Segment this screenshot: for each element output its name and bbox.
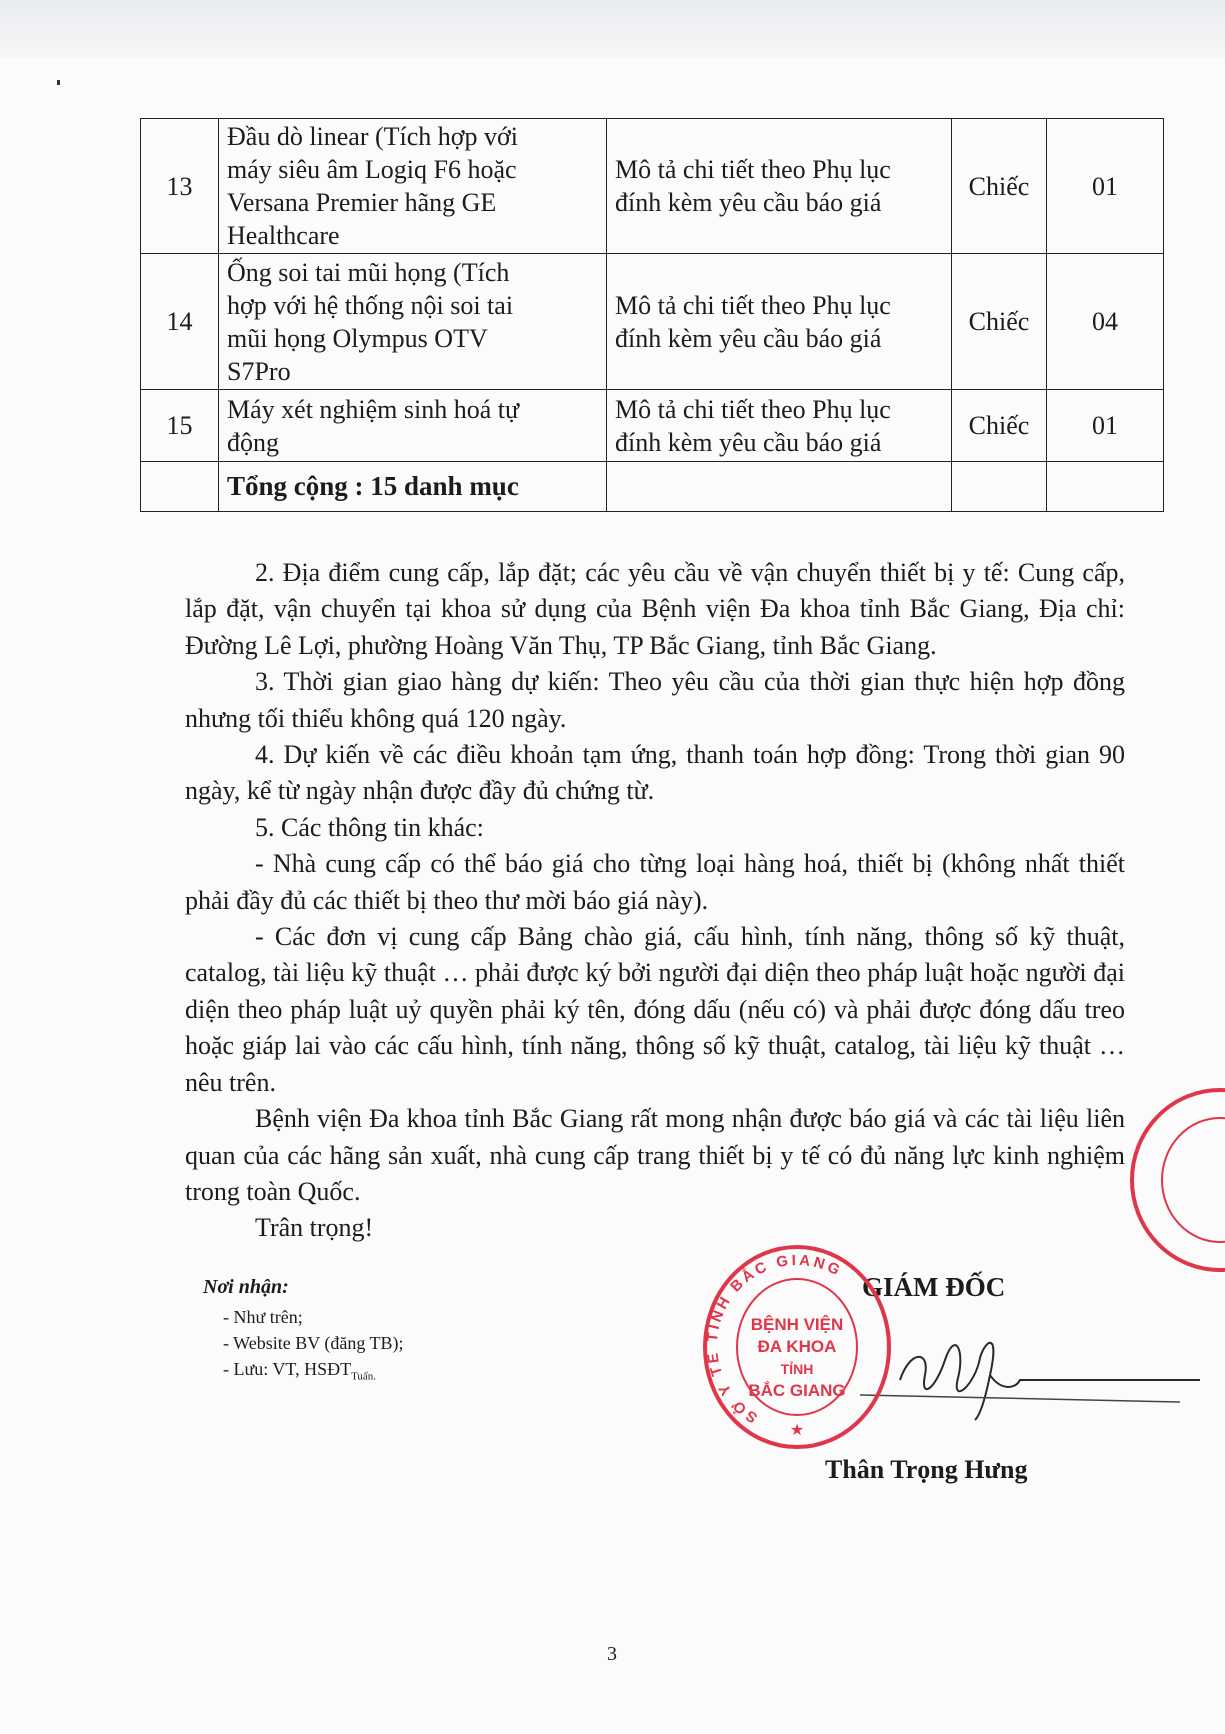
seal-line: TỈNH [780, 1361, 814, 1377]
para-other-info: 5. Các thông tin khác: [255, 812, 484, 842]
item-unit: Chiếc [952, 390, 1047, 462]
seal-line: BẮC GIANG [748, 1381, 846, 1400]
row-number: 14 [141, 254, 219, 390]
recipients-block [203, 1274, 623, 1390]
page-number: 3 [607, 1643, 617, 1665]
total-row [141, 462, 1164, 512]
recipient-item: - Như trên; [223, 1307, 303, 1327]
body-text [185, 555, 1125, 1247]
official-seal-stamp [700, 1240, 895, 1455]
para-invitation: Bệnh viện Đa khoa tỉnh Bắc Giang rất mong nhận được báo giá và các tài liệu liên quan của các hãng sản xuất, nhà cung cấp trang thiết bị y tế có đủ năng lực kinh nghiệm trong toàn Quốc. [185, 1104, 1125, 1206]
closing-line: Trân trọng! [255, 1213, 374, 1243]
table-row [141, 390, 1164, 462]
seal-line: ĐA KHOA [757, 1337, 837, 1356]
item-description: Mô tả chi tiết theo Phụ lục đính kèm yêu cầu báo giá [607, 254, 952, 390]
item-name: Máy xét nghiệm sinh hoá tự động [219, 390, 607, 462]
item-quantity: 04 [1047, 254, 1164, 390]
signatory-name: Thân Trọng Hưng [825, 1455, 1028, 1484]
row-number: 15 [141, 390, 219, 462]
item-name: Đầu dò linear (Tích hợp với máy siêu âm Logiq F6 hoặc Versana Premier hãng GE Healthcare [219, 119, 607, 254]
para-payment-terms: 4. Dự kiến về các điều khoản tạm ứng, thanh toán hợp đồng: Trong thời gian 90 ngày, kể từ ngày nhận được đầy đủ chứng từ. [185, 740, 1125, 806]
para-delivery-location: 2. Địa điểm cung cấp, lắp đặt; các yêu cầu về vận chuyển thiết bị y tế: Cung cấp, lắp đặt, vận chuyển tại khoa sử dụng của Bệnh viện Đa khoa tỉnh Bắc Giang, Địa chỉ: Đường Lê Lợi, phường Hoàng Văn Thụ, TP Bắc Giang, tỉnh Bắc Giang. [185, 558, 1125, 660]
scan-top-band [0, 0, 1225, 58]
item-quantity: 01 [1047, 119, 1164, 254]
seal-star-icon: ★ [789, 1422, 805, 1439]
item-unit: Chiếc [952, 119, 1047, 254]
seal-line: BỆNH VIỆN [750, 1315, 844, 1334]
recipient-item: - Lưu: VT, $HSĐT_{Tuấn.}$ [223, 1359, 377, 1383]
seal-ring-text: SỞ Y TẾ TỈNH BẮC GIANG [703, 1251, 846, 1427]
para-delivery-time: 3. Thời gian giao hàng dự kiến: Theo yêu cầu của thời gian thực hiện hợp đồng nhưng tối thiểu không quá 120 ngày. [185, 667, 1125, 733]
partial-seal-stamp [1125, 1085, 1225, 1275]
row-number: 13 [141, 119, 219, 254]
items-table [140, 118, 1164, 512]
item-unit: Chiếc [952, 254, 1047, 390]
signatory-title: GIÁM ĐỐC [862, 1272, 1006, 1302]
para-partial-quote: - Nhà cung cấp có thể báo giá cho từng loại hàng hoá, thiết bị (không nhất thiết phải đầy đủ các thiết bị theo thư mời báo giá này). [185, 849, 1125, 915]
drafter-initials: Tuấn. [351, 1370, 377, 1383]
item-description: Mô tả chi tiết theo Phụ lục đính kèm yêu cầu báo giá [607, 119, 952, 254]
table-row [141, 119, 1164, 254]
scan-speck [57, 80, 60, 85]
item-quantity: 01 [1047, 390, 1164, 462]
item-name: Ống soi tai mũi họng (Tích hợp với hệ thống nội soi tai mũi họng Olympus OTV S7Pro [219, 254, 607, 390]
total-label: Tổng cộng : 15 danh mục [219, 462, 607, 512]
recipient-item: - Website BV (đăng TB); [223, 1333, 404, 1353]
table-row [141, 254, 1164, 390]
para-document-requirements: - Các đơn vị cung cấp Bảng chào giá, cấu hình, tính năng, thông số kỹ thuật, catalog, tài liệu kỹ thuật … phải được ký bởi người đại diện theo pháp luật hoặc người đại diện theo pháp luật uỷ quyền phải ký tên, đóng dấu (nếu có) và phải được đóng dấu treo hoặc giáp lai vào các cấu hình, tính năng, thông số kỹ thuật, catalog, tài liệu kỹ thuật …nêu trên. [185, 922, 1125, 1097]
item-description: Mô tả chi tiết theo Phụ lục đính kèm yêu cầu báo giá [607, 390, 952, 462]
recipients-heading: Nơi nhận: [203, 1276, 289, 1298]
